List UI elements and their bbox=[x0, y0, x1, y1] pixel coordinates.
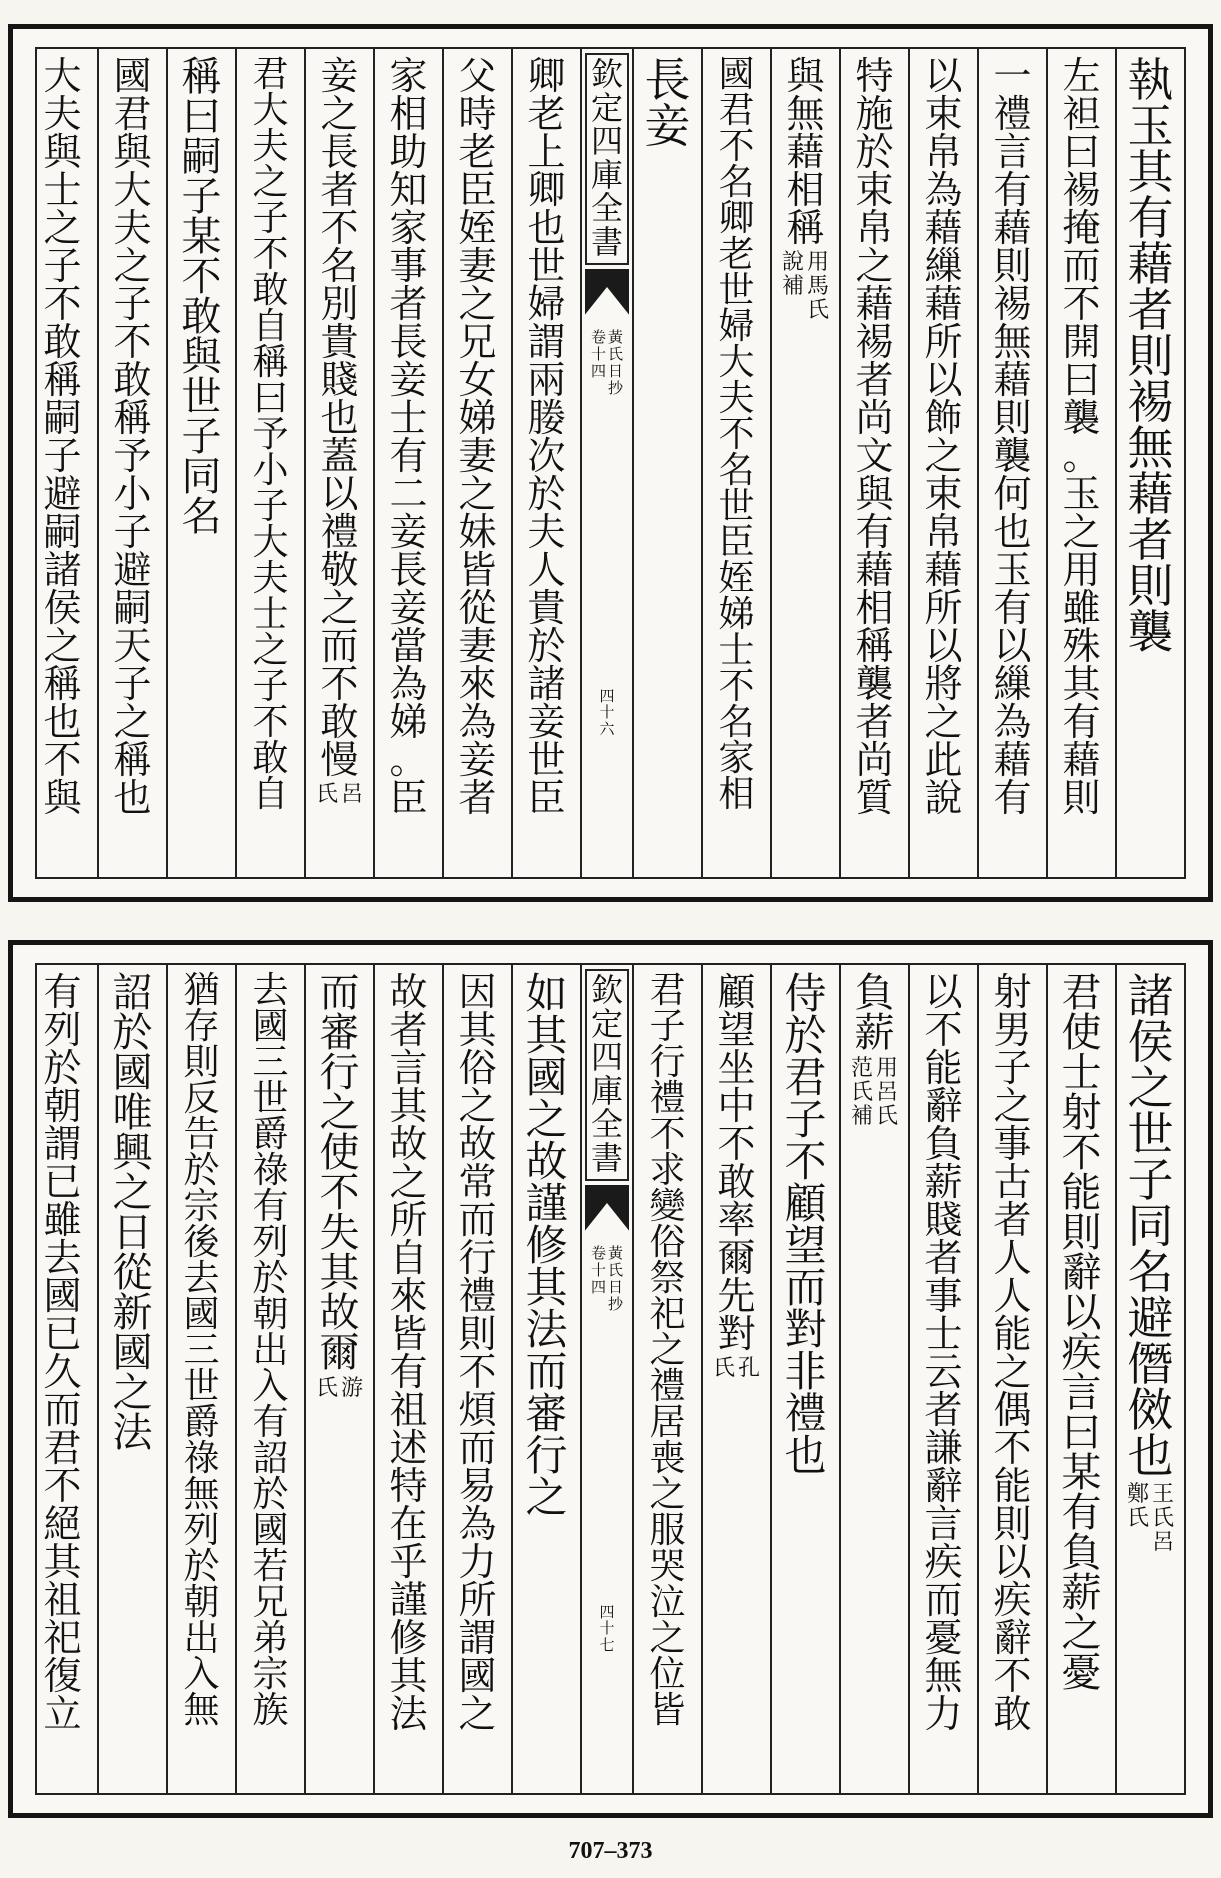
column-text: 長 妾 bbox=[644, 53, 691, 153]
fishtail-mark bbox=[585, 269, 629, 315]
column-text: 射 男 子 之 事 古 者 人 人 能 之 偶 不 能 則 以 疾 辭 不 敢 bbox=[993, 970, 1032, 1736]
top-text-column bbox=[908, 49, 977, 877]
column-text: 顧 望 坐 中 不 敢 率 爾 先 對 bbox=[717, 970, 756, 1356]
column-text: 有 列 於 朝 謂 已 雖 去 國 已 久 而 君 不 絕 其 祖 祀 復 立 bbox=[43, 970, 82, 1736]
annotation-note: 游 氏 bbox=[315, 1376, 364, 1401]
column-text: 故 者 言 其 故 之 所 自 來 皆 有 祖 述 特 在 乎 謹 修 其 法 bbox=[389, 970, 428, 1736]
book-title: 欽 定 四 庫 全 書 bbox=[585, 53, 629, 265]
column-text: 國 君 不 名 卿 老 世 婦 大 夫 不 名 世 臣 姪 娣 士 不 名 家 相 bbox=[718, 54, 755, 815]
leaf-number: 四 十 六 bbox=[599, 686, 615, 738]
top-text-column bbox=[1046, 49, 1115, 877]
leaf-number: 四 十 七 bbox=[599, 1602, 615, 1654]
source-label: 黃 氏 日 抄 卷 十 四 bbox=[590, 327, 624, 398]
annotation-note: 呂 氏 bbox=[315, 782, 364, 807]
bottom-text-frame bbox=[35, 963, 1186, 1795]
column-text: 因 其 俗 之 故 常 而 行 禮 則 不 煩 而 易 為 力 所 謂 國 之 bbox=[458, 970, 497, 1736]
bottom-text-column bbox=[701, 965, 770, 1793]
top-text-column bbox=[28, 49, 97, 877]
bottom-text-column bbox=[770, 965, 839, 1793]
top-text-column bbox=[235, 49, 304, 877]
fishtail-mark bbox=[585, 1185, 629, 1231]
column-text: 稱 曰 嗣 子 某 不 敢 與 世 子 同 名 bbox=[181, 54, 222, 540]
top-text-frame bbox=[35, 47, 1186, 879]
top-text-column bbox=[701, 49, 770, 877]
top-text-column bbox=[511, 49, 580, 877]
column-text: 君 子 行 禮 不 求 變 俗 祭 祀 之 禮 居 喪 之 服 哭 泣 之 位 皆 bbox=[649, 970, 686, 1731]
bottom-text-column bbox=[1115, 965, 1184, 1793]
book-title: 欽 定 四 庫 全 書 bbox=[585, 969, 629, 1181]
bottom-text-column bbox=[97, 965, 166, 1793]
column-text: 詔 於 國 唯 興 之 日 從 新 國 之 法 bbox=[112, 970, 153, 1456]
column-text: 大 夫 與 士 之 子 不 敢 稱 嗣 子 避 嗣 諸 侯 之 稱 也 不 與 bbox=[43, 54, 82, 820]
bottom-text-column bbox=[632, 965, 701, 1793]
column-text: 君 使 士 射 不 能 則 辭 以 疾 言 曰 某 有 負 薪 之 憂 bbox=[1061, 970, 1102, 1696]
column-text: 執 玉 其 有 藉 者 則 裼 無 藉 者 則 襲 bbox=[1127, 53, 1174, 659]
top-page bbox=[8, 24, 1213, 902]
bottom-text-column bbox=[304, 965, 373, 1793]
annotation-note: 用 馬 氏 說 補 bbox=[781, 250, 830, 323]
column-text: 卿 老 上 卿 也 世 婦 謂 兩 媵 次 於 夫 人 貴 於 諸 妾 世 臣 bbox=[527, 54, 566, 820]
column-text: 負 薪 bbox=[854, 970, 895, 1056]
column-text: 諸 侯 之 世 子 同 名 避 僭 傚 也 bbox=[1127, 969, 1174, 1483]
bottom-text-column bbox=[442, 965, 511, 1793]
column-text: 以 束 帛 為 藉 繅 藉 所 以 飾 之 束 帛 藉 所 以 將 之 此 說 bbox=[924, 54, 963, 820]
bottom-text-column bbox=[1046, 965, 1115, 1793]
bottom-text-column bbox=[977, 965, 1046, 1793]
bottom-text-column bbox=[28, 965, 97, 1793]
top-text-column bbox=[442, 49, 511, 877]
top-text-column bbox=[1115, 49, 1184, 877]
annotation-note: 用 呂 氏 范 氏 補 bbox=[850, 1056, 899, 1129]
top-text-column bbox=[166, 49, 235, 877]
column-text: 如 其 國 之 故 謹 修 其 法 而 審 行 之 bbox=[525, 969, 568, 1522]
bottom-text-column bbox=[373, 965, 442, 1793]
column-text: 而 審 行 之 使 不 失 其 故 爾 bbox=[319, 970, 360, 1376]
column-text: 猶 存 則 反 告 於 宗 後 去 國 三 世 爵 祿 無 列 於 朝 出 入 無 bbox=[183, 970, 220, 1731]
top-center-fold bbox=[580, 49, 632, 877]
column-text: 侍 於 君 子 不 顧 望 而 對 非 禮 也 bbox=[784, 969, 827, 1480]
bottom-text-column bbox=[839, 965, 908, 1793]
column-text: 君 大 夫 之 子 不 敢 自 稱 曰 予 小 子 大 夫 士 之 子 不 敢 自 bbox=[252, 54, 289, 815]
annotation-note: 王 氏 呂 鄭 氏 bbox=[1126, 1482, 1175, 1555]
bottom-text-column bbox=[166, 965, 235, 1793]
top-text-column bbox=[770, 49, 839, 877]
column-text: 國 君 與 大 夫 之 子 不 敢 稱 予 小 子 避 嗣 天 子 之 稱 也 bbox=[113, 54, 152, 820]
top-text-column bbox=[632, 49, 701, 877]
column-text: 特 施 於 束 帛 之 藉 裼 者 尚 文 與 有 藉 相 稱 襲 者 尚 質 bbox=[855, 54, 894, 820]
bottom-center-fold bbox=[580, 965, 632, 1793]
column-text: 左 袒 曰 裼 掩 而 不 開 曰 襲 。 玉 之 用 雖 殊 其 有 藉 則 bbox=[1062, 54, 1101, 820]
source-label: 黃 氏 日 抄 卷 十 四 bbox=[590, 1243, 624, 1314]
top-text-column bbox=[373, 49, 442, 877]
top-text-column bbox=[977, 49, 1046, 877]
top-text-column bbox=[97, 49, 166, 877]
page-number: 707–373 bbox=[568, 1838, 653, 1864]
bottom-text-column bbox=[235, 965, 304, 1793]
annotation-note: 孔 氏 bbox=[712, 1356, 761, 1381]
column-text: 去 國 三 世 爵 祿 有 列 於 朝 出 入 有 詔 於 國 若 兄 弟 宗 族 bbox=[252, 970, 289, 1731]
top-text-column bbox=[839, 49, 908, 877]
column-text: 父 時 老 臣 姪 妻 之 兄 女 娣 妻 之 妹 皆 從 妻 來 為 妾 者 bbox=[458, 54, 497, 820]
bottom-page bbox=[8, 940, 1213, 1818]
column-text: 與 無 藉 相 稱 bbox=[786, 54, 825, 250]
column-text: 以 不 能 辭 負 薪 賤 者 事 士 云 者 謙 辭 言 疾 而 憂 無 力 bbox=[924, 970, 963, 1736]
column-text: 家 相 助 知 家 事 者 長 妾 士 有 二 妾 長 妾 當 為 娣 。 臣 bbox=[389, 54, 428, 820]
top-text-column bbox=[304, 49, 373, 877]
column-text: 一 禮 言 有 藉 則 裼 無 藉 則 襲 何 也 玉 有 以 繅 為 藉 有 bbox=[993, 54, 1032, 820]
bottom-text-column bbox=[511, 965, 580, 1793]
column-text: 妾 之 長 者 不 名 別 貴 賤 也 蓋 以 禮 敬 之 而 不 敢 慢 bbox=[320, 54, 359, 782]
bottom-text-column bbox=[908, 965, 977, 1793]
